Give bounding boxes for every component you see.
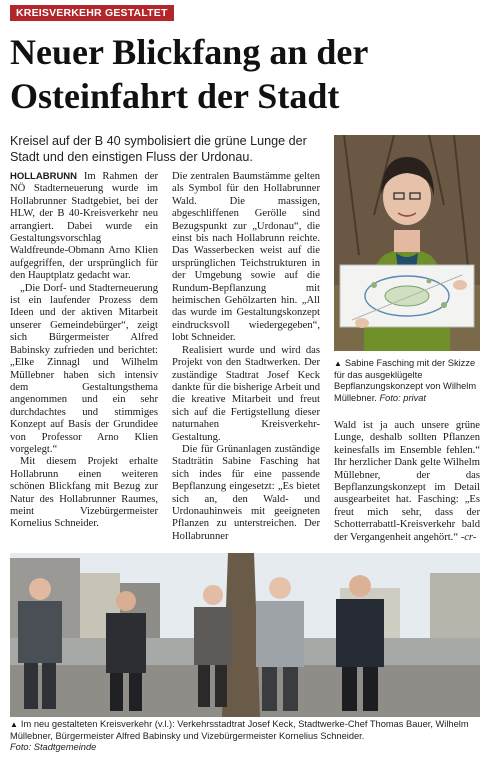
caption-text: Sabine Fasching mit der Skizze für das ausgeklügelte Bepflanzungskonzept von Wilhelm Müllebner. (334, 358, 477, 403)
paragraph (10, 171, 158, 283)
caption-triangle-icon: ▲ (334, 359, 342, 368)
dateline: HOLLABRUNN (10, 171, 78, 182)
article-column-1 (10, 171, 158, 531)
group-photo (10, 553, 480, 717)
portrait-photo (334, 135, 480, 351)
paragraph (334, 420, 480, 544)
caption-text: Im neu gestalteten Kreisverkehr (v.l.): Verkehrsstadtrat Josef Keck, Stadtwerke-Chef Thomas Bauer, Wilhelm Müllebner, Bürgermeister Alfred Babinsky und Vizebürgermeister Kornelius Schneider. (10, 719, 469, 741)
paragraph: Die zentralen Baumstämme gelten als Symbol für den Hollabrunner Wald. Die massigen, abgeschliffenen Gerölle sind Bezugspunkt zur „Urdonau“, die einst bis nach Hollabrunn reichte. Das Wasserbecken weist auf die ursprünglichen Teichstrukturen in der Umgebung sowie auf die Rundum-Bepflanzung mit heimischen Gehölzarten hin. „All das wurde im Gestaltungskonzept eindrucksvoll wiedergegeben“, lobt Schneider. (172, 171, 320, 344)
paragraph-text: Im Rahmen der NÖ Stadterneuerung wurde im Hollabrunner Stadtgebiet, bei der HLW, der B 40-Kreisverkehr neu arrangiert. Dabei wurde ein Gestaltungsvorschlag Waldfreunde-Obmann Arno Klien aufgegriffen, der ursprünglich für den Hauptplatz gedacht war. (10, 171, 158, 282)
paragraph: Die für Grünanlagen zuständige Stadträtin Sabine Fasching hat sich indes für eine passende Bepflanzung eingesetzt: „Es bietet sich an, den Wald- und Urdonauhinweis mit geeigneten Pflanzen zu unterstreichen. Der Hollabrunner (172, 443, 320, 542)
caption-triangle-icon: ▲ (10, 720, 18, 729)
paragraph-text: Wald ist ja auch unsere grüne Lunge, deshalb sollten Pflanzen keinesfalls im Ensemble fehlen.“ Ihr herzlicher Dank gelte Wilhelm Müllebner, der das Bepflanzungskonzept im Detail ausgearbeitet hat. Fasching: „Es freut mich sehr, dass der Schotterrabattl-Kreisverkehr bald der Vergangenheit angehört.“ (334, 420, 480, 543)
headline (10, 30, 480, 118)
subheadline: Kreisel auf der B 40 symbolisiert die grüne Lunge der Stadt und den einstigen Fluss der Urdonau. (10, 134, 307, 164)
article-column-2 (172, 171, 320, 543)
paragraph: Realisiert wurde und wird das Projekt von den Stadtwerken. Der zuständige Stadtrat Josef Keck dankte für die bisherige Arbeit und die kreative Mitarbeit und freut sich auf die Fertigstellung dieser naturnahen Kreisverkehr-Gestaltung. (172, 344, 320, 443)
paragraph: Mit diesem Projekt erhalte Hollabrunn einen weiteren schönen Blickfang mit Bezug zur Natur des Hollabrunner Raumes, meint Vizebürgermeister Kornelius Schneider. (10, 456, 158, 530)
photo-credit: Foto: Stadtgemeinde (10, 742, 97, 753)
author-sign: -cr- (460, 531, 477, 543)
paragraph: „Die Dorf- und Stadterneuerung ist ein laufender Prozess dem Ideen und der aktiven Mitarbeit unserer Gemeindebürger“, zeigt sich Bürgermeister Alfred Babinsky zufrieden und berichtet: „Elke Zinnagl und Wilhelm Müllebner haben sich intensiv dem Gestaltungsthema angenommen und ein sehr durchdachtes und stimmiges Konzept auf Basis der Grundidee von Professor Arno Klien vorgelegt.“ (10, 282, 158, 455)
photo-credit: Foto: privat (379, 392, 427, 403)
headline-line-2: Osteinfahrt der Stadt (10, 76, 340, 116)
section-tag: KREISVERKEHR GESTALTET (10, 5, 174, 21)
headline-line-1: Neuer Blickfang an der (10, 32, 369, 72)
portrait-caption (334, 358, 482, 404)
group-photo-caption (10, 719, 482, 754)
article-column-3 (334, 420, 480, 544)
